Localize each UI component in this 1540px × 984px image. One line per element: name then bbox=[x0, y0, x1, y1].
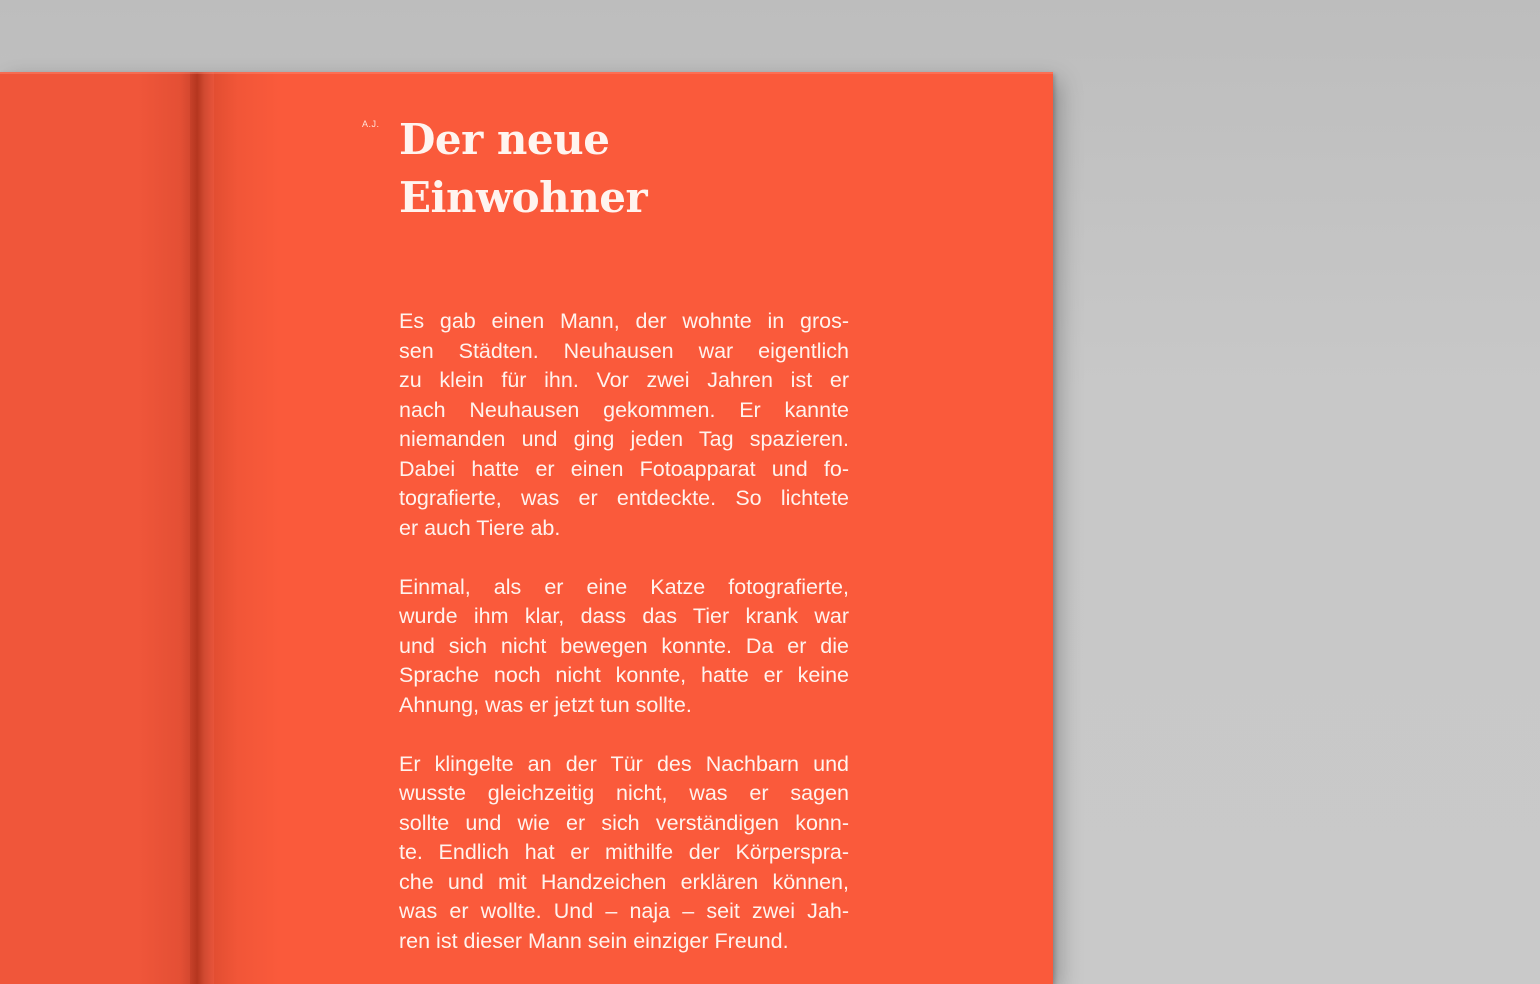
text-line: che und mit Handzeichen erklären können, bbox=[399, 869, 849, 894]
text-line: sollte und wie er sich verständigen konn- bbox=[399, 810, 849, 835]
text-line: Er klingelte an der Tür des Nachbarn und bbox=[399, 751, 849, 776]
article-body bbox=[399, 307, 849, 984]
text-line: zu klein für ihn. Vor zwei Jahren ist er bbox=[399, 368, 849, 392]
text-line: niemanden und ging jeden Tag spazieren. bbox=[399, 427, 849, 451]
text-line: Ahnung, was er jetzt tun sollte. bbox=[399, 692, 692, 717]
text-line: wusste gleichzeitig nicht, was er sagen bbox=[399, 781, 849, 805]
text-line: was er wollte. Und – naja – seit zwei Jah- bbox=[399, 899, 849, 923]
text-line: Einmal, als er eine Katze fotografierte, bbox=[399, 574, 849, 599]
text-line: te. Endlich hat er mithilfe der Körperspra- bbox=[399, 840, 849, 864]
title-line: Einwohner bbox=[399, 173, 648, 222]
text-line: ren ist dieser Mann sein einziger Freund. bbox=[399, 928, 789, 953]
paragraph-1 bbox=[399, 307, 849, 543]
text-line: er auch Tiere ab. bbox=[399, 515, 561, 540]
author-initials: A.J. bbox=[362, 119, 380, 129]
text-line: sen Städten. Neuhausen war eigentlich bbox=[399, 338, 849, 363]
text-line: nach Neuhausen gekommen. Er kannte bbox=[399, 397, 849, 422]
text-line: tografierte, was er entdeckte. So lichtete bbox=[399, 486, 849, 510]
left-page bbox=[0, 72, 196, 984]
text-line: und sich nicht bewegen konnte. Da er die bbox=[399, 633, 849, 658]
page-top-edge bbox=[0, 72, 1053, 74]
text-line: Sprache noch nicht konnte, hatte er keine bbox=[399, 663, 849, 687]
text-line: wurde ihm klar, dass das Tier krank war bbox=[399, 604, 849, 628]
text-line: Dabei hatte er einen Fotoapparat und fo- bbox=[399, 456, 849, 481]
title-line: Der neue bbox=[399, 115, 610, 164]
text-line: Es gab einen Mann, der wohnte in gros- bbox=[399, 309, 849, 333]
article-title bbox=[399, 111, 647, 227]
paragraph-2 bbox=[399, 573, 849, 721]
book-gutter bbox=[190, 72, 214, 984]
paragraph-3 bbox=[399, 750, 849, 957]
